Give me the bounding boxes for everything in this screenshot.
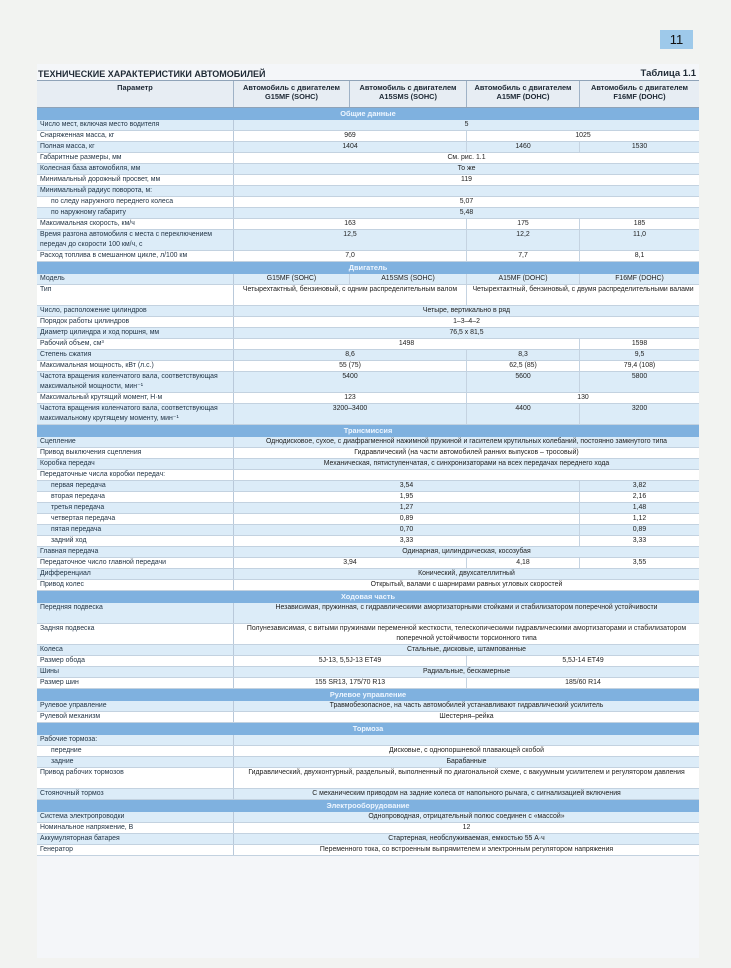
table-row: Число мест, включая место водителя 5	[37, 120, 699, 131]
table-row: по следу наружного переднего колеса 5,07	[37, 197, 699, 208]
col-a15mf: Автомобиль с двигателем A15MF (DOHC)	[467, 81, 580, 107]
table-row: Сцепление Однодисковое, сухое, с диафрагменной нажимной пружиной и гасителем крутильных колебаний, постоянно замкнутого типа	[37, 437, 699, 448]
table-row: Рулевой механизм Шестерня–рейка	[37, 712, 699, 723]
table-row: Рабочие тормоза:	[37, 735, 699, 746]
table-row: Диаметр цилиндра и ход поршня, мм 76,5 х 81,5	[37, 328, 699, 339]
table-row: четвертая передача 0,89 1,12	[37, 514, 699, 525]
section-general: Общие данные	[37, 108, 699, 120]
table-row: Минимальный радиус поворота, м:	[37, 186, 699, 197]
table-row: Привод выключения сцепления Гидравлический (на части автомобилей ранних выпусков – тросовый)	[37, 448, 699, 459]
column-headers	[37, 80, 699, 108]
table-row: Рулевое управление Травмобезопасное, на часть автомобилей устанавливают гидравлический усилитель	[37, 701, 699, 712]
table-row: Аккумуляторная батарея Стартерная, необслуживаемая, емкостью 55 А·ч	[37, 834, 699, 845]
table-row: Частота вращения коленчатого вала, соответствующая максимальной мощности, мин⁻¹ 5400 5600 5800	[37, 372, 699, 393]
table-title: ТЕХНИЧЕСКИЕ ХАРАКТЕРИСТИКИ АВТОМОБИЛЕЙ	[38, 69, 266, 79]
table-row: Номинальное напряжение, В 12	[37, 823, 699, 834]
table-row: Генератор Переменного тока, со встроенным выпрямителем и электронным регулятором напряжения	[37, 845, 699, 856]
table-row: третья передача 1,27 1,48	[37, 503, 699, 514]
table-row: Порядок работы цилиндров 1–3–4–2	[37, 317, 699, 328]
rows-electrical	[37, 812, 699, 856]
rows-chassis	[37, 603, 699, 689]
table-row: Модель G15MF (SOHC) A15SMS (SOHC) A15MF (DOHC) F16MF (DOHC)	[37, 274, 699, 285]
rows-engine	[37, 274, 699, 425]
rows-transmission	[37, 437, 699, 591]
table-row: Колеса Стальные, дисковые, штампованные	[37, 645, 699, 656]
section-steering: Рулевое управление	[37, 689, 699, 701]
table-row: Колесная база автомобиля, мм То же	[37, 164, 699, 175]
rows-steering	[37, 701, 699, 723]
table-row: Степень сжатия 8,6 8,3 9,5	[37, 350, 699, 361]
table-row: передние Дисковые, с однопоршневой плавающей скобой	[37, 746, 699, 757]
table-row: Передаточное число главной передачи 3,94 4,18 3,55	[37, 558, 699, 569]
table-row: Система электропроводки Однопроводная, отрицательный полюс соединен с «массой»	[37, 812, 699, 823]
table-row: Максимальная мощность, кВт (л.с.) 55 (75) 62,5 (85) 79,4 (108)	[37, 361, 699, 372]
table-row: задние Барабанные	[37, 757, 699, 768]
table-row: пятая передача 0,70 0,89	[37, 525, 699, 536]
table-row: Шины Радиальные, бескамерные	[37, 667, 699, 678]
table-row: Передняя подвеска Независимая, пружинная, с гидравлическими амортизаторными стойками и стабилизатором поперечной устойчивости	[37, 603, 699, 624]
col-param: Параметр	[37, 81, 234, 107]
table-header-line	[37, 64, 699, 80]
spec-table	[37, 64, 699, 958]
table-row: Максимальная скорость, км/ч 163 175 185	[37, 219, 699, 230]
table-row: Тип Четырехтактный, бензиновый, с одним распределительным валом Четырехтактный, бензиновый, с двумя распределительными валами	[37, 285, 699, 306]
col-g15mf: Автомобиль с двигателем G15MF (SOHC)	[234, 81, 350, 107]
table-row: Число, расположение цилиндров Четыре, вертикально в ряд	[37, 306, 699, 317]
table-row: Размер шин 155 SR13, 175/70 R13 185/60 R14	[37, 678, 699, 689]
table-row: Рабочий объем, см³ 1498 1598	[37, 339, 699, 350]
table-row: Привод рабочих тормозов Гидравлический, двухконтурный, раздельный, выполненный по диагональной схеме, с вакуумным усилителем и регулятором давления	[37, 768, 699, 789]
table-row: первая передача 3,54 3,82	[37, 481, 699, 492]
rows-brakes	[37, 735, 699, 800]
section-electrical: Электрооборудование	[37, 800, 699, 812]
section-transmission: Трансмиссия	[37, 425, 699, 437]
section-brakes: Тормоза	[37, 723, 699, 735]
table-row: по наружному габариту 5,48	[37, 208, 699, 219]
table-row: Максимальный крутящий момент, Н·м 123 130	[37, 393, 699, 404]
col-a15sms: Автомобиль с двигателем A15SMS (SOHC)	[350, 81, 467, 107]
table-row: Главная передача Одинарная, цилиндрическая, косозубая	[37, 547, 699, 558]
page-number: 11	[660, 30, 693, 49]
section-chassis: Ходовая часть	[37, 591, 699, 603]
table-row: Расход топлива в смешанном цикле, л/100 км 7,0 7,7 8,1	[37, 251, 699, 262]
table-row: Коробка передач Механическая, пятиступенчатая, с синхронизаторами на всех передачах переднего хода	[37, 459, 699, 470]
table-row: Габаритные размеры, мм См. рис. 1.1	[37, 153, 699, 164]
table-row: Размер обода 5J-13, 5,5J-13 ET49 5,5J-14 ET49	[37, 656, 699, 667]
table-row: задний ход 3,33 3,33	[37, 536, 699, 547]
section-engine: Двигатель	[37, 262, 699, 274]
table-row: Дифференциал Конический, двухсателлитный	[37, 569, 699, 580]
table-row: Время разгона автомобиля с места с переключением передач до скорости 100 км/ч, с 12,5 12,2 11,0	[37, 230, 699, 251]
table-row: Привод колес Открытый, валами с шарнирами равных угловых скоростей	[37, 580, 699, 591]
table-row: Задняя подвеска Полунезависимая, с витыми пружинами переменной жесткости, телескопическими гидравлическими амортизаторами и стабилизатором поперечной устойчивости торсионного типа	[37, 624, 699, 645]
table-label: Таблица 1.1	[640, 68, 696, 79]
table-row: Полная масса, кг 1404 1460 1530	[37, 142, 699, 153]
table-row: Стояночный тормоз С механическим приводом на задние колеса от напольного рычага, с сигнализацией включения	[37, 789, 699, 800]
table-row: Снаряженная масса, кг 969 1025	[37, 131, 699, 142]
table-row: Передаточные числа коробки передач:	[37, 470, 699, 481]
table-row: вторая передача 1,95 2,16	[37, 492, 699, 503]
table-row: Минимальный дорожный просвет, мм 119	[37, 175, 699, 186]
table-row: Частота вращения коленчатого вала, соответствующая максимальному крутящему моменту, мин⁻¹ 3200–3400 4400 3200	[37, 404, 699, 425]
rows-general	[37, 120, 699, 262]
col-f16mf: Автомобиль с двигателем F16MF (DOHC)	[591, 83, 688, 101]
